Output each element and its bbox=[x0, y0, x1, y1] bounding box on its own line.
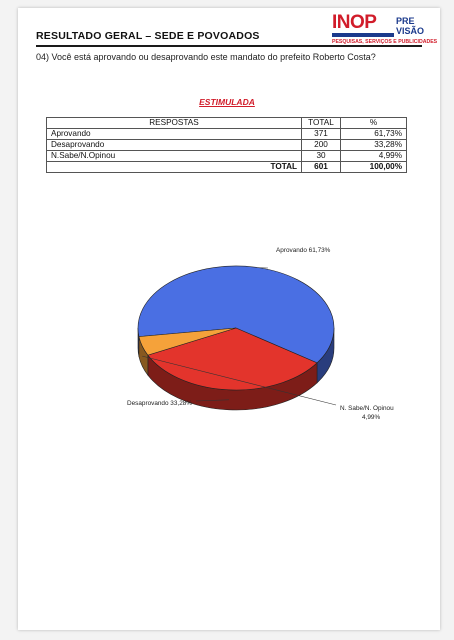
section-subtitle: ESTIMULADA bbox=[199, 97, 255, 107]
survey-question: 04) Você está aprovando ou desaprovando este mandato do prefeito Roberto Costa? bbox=[36, 52, 376, 62]
total-count: 601 bbox=[302, 162, 341, 173]
page-title: RESULTADO GERAL – SEDE E POVOADOS bbox=[36, 30, 260, 42]
row-percent: 4,99% bbox=[341, 151, 407, 162]
row-percent: 61,73% bbox=[341, 129, 407, 140]
total-label: TOTAL bbox=[47, 162, 302, 173]
header-respostas: RESPOSTAS bbox=[47, 118, 302, 129]
logo-tagline: PESQUISAS, SERVIÇOS E PUBLICIDADES bbox=[332, 39, 438, 45]
data-label-2: N. Sabe/N. Opinou bbox=[340, 405, 394, 412]
data-label-2-value: 4,99% bbox=[362, 414, 381, 421]
row-label: Aprovando bbox=[47, 129, 302, 140]
row-total: 371 bbox=[302, 129, 341, 140]
total-percent: 100,00% bbox=[341, 162, 407, 173]
logo-brand-secondary: PRE VISÃO bbox=[396, 16, 425, 36]
header-percent: % bbox=[341, 118, 407, 129]
data-label-0: Aprovando 61,73% bbox=[276, 247, 331, 254]
data-label-1: Desaprovando 33,28% bbox=[126, 400, 192, 407]
row-total: 200 bbox=[302, 140, 341, 151]
row-label: N.Sabe/N.Opinou bbox=[47, 151, 302, 162]
row-label: Desaprovando bbox=[47, 140, 302, 151]
header-total: TOTAL bbox=[302, 118, 341, 129]
logo-brand: INOP bbox=[332, 12, 377, 33]
row-percent: 33,28% bbox=[341, 140, 407, 151]
row-total: 30 bbox=[302, 151, 341, 162]
